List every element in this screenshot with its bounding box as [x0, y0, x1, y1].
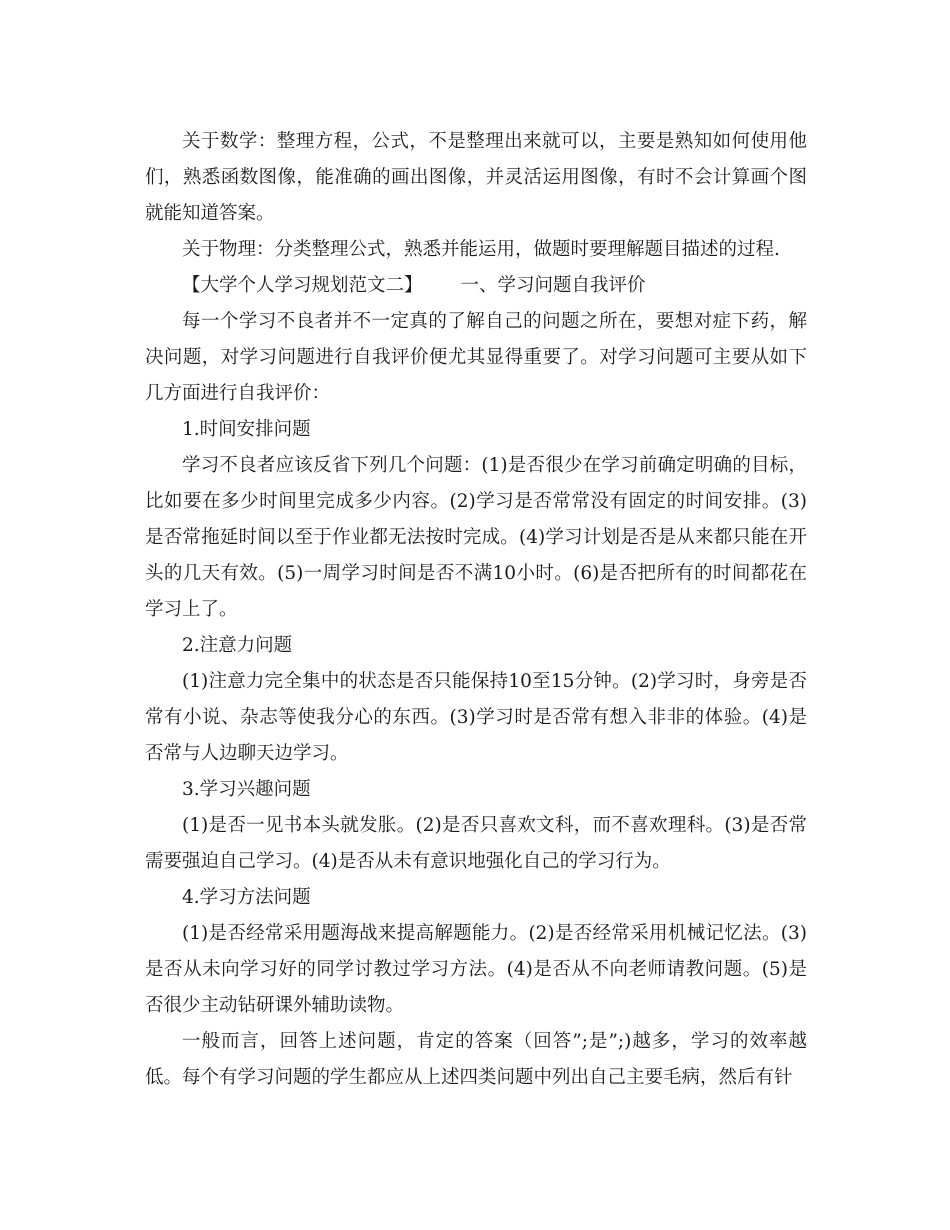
document-body: [145, 124, 807, 1096]
item-heading-method: 4.学习方法问题: [182, 887, 311, 908]
item-heading-time: 1.时间安排问题: [182, 419, 311, 440]
paragraph-closing: 一般而言，回答上述问题，肯定的答案（回答”;是”;)越多，学习的效率越低。每个有学习问题的学生都应从上述四类问题中列出自己主要毛病，然后有针: [145, 1031, 807, 1088]
paragraph-physics: 关于物理：分类整理公式，熟悉并能运用，做题时要理解题目描述的过程.: [182, 239, 780, 260]
section-title: 【大学个人学习规划范文二】: [182, 275, 423, 296]
section-heading: [145, 268, 807, 304]
item-heading-attention: 2.注意力问题: [182, 635, 293, 656]
paragraph-intro: 每一个学习不良者并不一定真的了解自己的问题之所在，要想对症下药，解决问题，对学习问题进行自我评价便尤其显得重要了。对学习问题可主要从如下几方面进行自我评价：: [145, 311, 807, 404]
paragraph-math: 关于数学：整理方程，公式，不是整理出来就可以，主要是熟知如何使用他们，熟悉函数图像，能准确的画出图像，并灵活运用图像，有时不会计算画个图就能知道答案。: [145, 131, 807, 224]
item-body-method: (1)是否经常采用题海战来提高解题能力。(2)是否经常采用机械记忆法。(3)是否从未向学习好的同学讨教过学习方法。(4)是否从不向老师请教问题。(5)是否很少主动钻研课外辅助读物。: [145, 923, 807, 1016]
item-body-time: 学习不良者应该反省下列几个问题：(1)是否很少在学习前确定明确的目标，比如要在多少时间里完成多少内容。(2)学习是否常常没有固定的时间安排。(3)是否常拖延时间以至于作业都无法按时完成。(4)学习计划是否是从来都只能在开头的几天有效。(5)一周学习时间是否不满10小时。(6)是否把所有的时间都花在学习上了。: [145, 455, 807, 620]
item-heading-interest: 3.学习兴趣问题: [182, 779, 311, 800]
item-body-attention: (1)注意力完全集中的状态是否只能保持10至15分钟。(2)学习时，身旁是否常有小说、杂志等使我分心的东西。(3)学习时是否常有想入非非的体验。(4)是否常与人边聊天边学习。: [145, 671, 807, 764]
section-subtitle: 一、学习问题自我评价: [460, 275, 646, 296]
item-body-interest: (1)是否一见书本头就发胀。(2)是否只喜欢文科，而不喜欢理科。(3)是否常需要强迫自己学习。(4)是否从未有意识地强化自己的学习行为。: [145, 815, 807, 872]
